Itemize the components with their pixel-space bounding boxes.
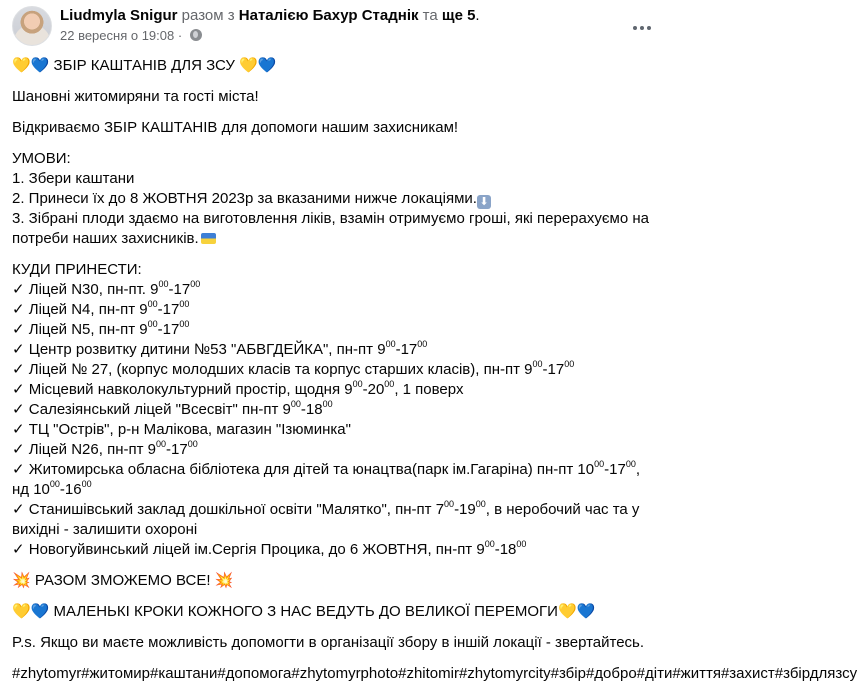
with-text: разом з [177,7,239,24]
location-item: ✓ Станишівський заклад дошкільної освіти "Малятко", пн-пт $7^{00}-19^{00}$, в неробочий час та у вихідні - залишити охороні [12,499,640,538]
location-item: ✓ Місцевий навколокультурний простір, щодня $9^{00}-20^{00}$, 1 поверх [12,379,464,398]
location-item: ✓ Ліцей N5, пн-пт $9^{00}-17^{00}$ [12,319,190,338]
location-item: ✓ Ліцей N26, пн-пт $9^{00}-17^{00}$ [12,439,198,458]
together-line [12,571,660,591]
dot-icon [647,26,651,30]
location-item: ✓ Центр розвитку дитини №53 "АБВГДЕЙКА", пн-пт $9^{00}-17^{00}$ [12,339,428,358]
others-link[interactable]: ще 5 [441,7,476,24]
where-title: КУДИ ПРИНЕСТИ: [12,261,142,278]
more-options-button[interactable] [624,10,660,46]
author-name[interactable]: Liudmyla Snigur [60,7,178,24]
blue-heart-icon: 💙 [30,57,50,74]
condition-1: 1. Збери каштани [12,170,135,187]
blue-heart-icon: 💙 [576,603,596,620]
location-item: ✓ Житомирська обласна бібліотека для дітей та юнацтва(парк ім.Гагаріна) пн-пт $10^{00}-17^{00}$, нд $10^{00}-16^{00}$ [12,459,641,498]
location-item: ✓ Ліцей N4, пн-пт $9^{00}-17^{00}$ [12,299,190,318]
post-header [12,4,660,50]
dot-icon [633,26,637,30]
steps-line [12,602,660,622]
condition-3 [12,209,660,249]
period: . [475,7,480,24]
location-item: ✓ Салезіянський ліцей "Всесвіт" пн-пт $9^{00}-18^{00}$ [12,399,333,418]
header-text [60,6,620,45]
location-item: ✓ ТЦ "Острів", р-н Малікова, магазин "Ізюминка" [12,421,351,438]
hashtags[interactable]: #zhytomyr#житомир#каштани#допомога#zhytomyrphoto#zhitomir#zhytomyrcity#збір#добро#діти#життя#захист#збірдлязсу [12,665,857,682]
yellow-heart-icon: 💛 [557,603,577,620]
collision-icon: 💥 [12,572,31,589]
and-text: та [418,7,442,24]
blue-heart-icon: 💙 [30,603,50,620]
location-item: ✓ Новогуйвинський ліцей ім.Сергія Процика, до 6 ЖОВТНЯ, пн-пт $9^{00}-18^{00}$ [12,539,527,558]
collision-icon: 💥 [214,572,234,589]
yellow-heart-icon: 💛 [12,57,31,74]
ps-note: P.s. Якщо ви маєте можливість допомогти в організації збору в іншій локації - звертайтесь. [12,634,645,651]
post-body [12,56,857,684]
meta-line [60,27,620,45]
location-item: ✓ Ліцей N30, пн-пт. $9^{00}-17^{00}$ [12,279,201,298]
author-line [60,6,620,26]
globe-icon[interactable] [190,29,202,41]
down-arrow-icon: ⬇ [477,195,491,209]
blue-heart-icon: 💙 [257,57,277,74]
condition-2 [12,189,660,209]
post-title: ЗБІР КАШТАНІВ ДЛЯ ЗСУ [49,57,240,74]
intro: Відкриваємо ЗБІР КАШТАНІВ для допомоги нашим захисникам! [12,119,459,136]
ukraine-flag-icon [201,233,216,244]
location-item: ✓ Ліцей № 27, (корпус молодших класів та корпус старших класів), пн-пт $9^{00}-17^{00}$ [12,359,575,378]
yellow-heart-icon: 💛 [239,57,258,74]
author-avatar[interactable] [12,6,52,46]
condition-2-text: 2. Принеси їх до 8 ЖОВТНЯ 2023р за вказаними нижче локаціями. [12,190,477,207]
together-text: РАЗОМ ЗМОЖЕМО ВСЕ! [30,572,215,589]
title-line [12,56,660,76]
timestamp[interactable]: 22 вересня о 19:08 [60,28,175,43]
steps-text: МАЛЕНЬКІ КРОКИ КОЖНОГО З НАС ВЕДУТЬ ДО ВЕЛИКОЇ ПЕРЕМОГИ [49,603,558,620]
yellow-heart-icon: 💛 [12,603,31,620]
condition-3-text: 3. Зібрані плоди здаємо на виготовлення ліків, взамін отримуємо гроші, які перерахуємо на потреби наших захисників. [12,210,649,247]
tagged-name[interactable]: Наталією Бахур Стаднік [238,7,419,24]
greeting: Шановні житомиряни та гості міста! [12,88,259,105]
conditions-title: УМОВИ: [12,150,71,167]
meta-dot: · [174,28,186,43]
dot-icon [640,26,644,30]
